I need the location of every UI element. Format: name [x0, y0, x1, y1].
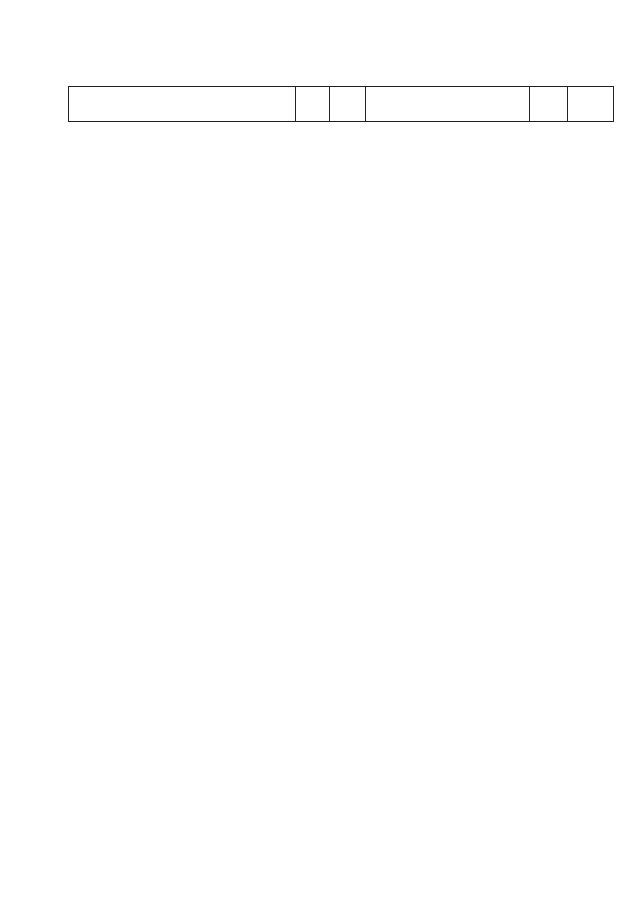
header-rz [295, 87, 329, 121]
header-pr [329, 87, 365, 121]
header-name [69, 87, 295, 121]
header-sum [567, 87, 613, 121]
header-csr [365, 87, 529, 121]
table-header [68, 86, 614, 122]
header-vr [529, 87, 567, 121]
